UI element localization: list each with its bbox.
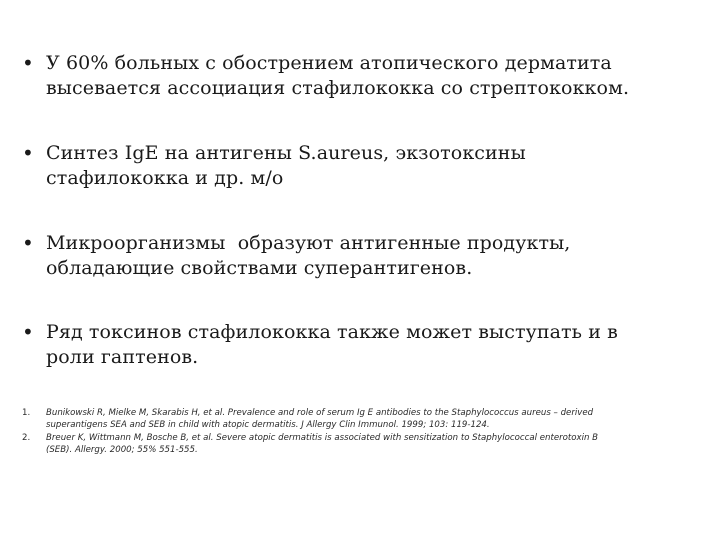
bullet-item: [22, 320, 702, 370]
bullet-marker: •: [22, 231, 34, 255]
bullet-item: [22, 51, 702, 101]
bullet-line: Синтез IgE на антигены S.aureus, экзотоксины: [46, 142, 526, 164]
reference-line: Bunikowski R, Mielke M, Skarabis H, et al. Prevalence and role of serum Ig E antibodies to the Staphylococcus aureus – derived: [46, 408, 594, 418]
bullet-line: обладающие свойствами суперантигенов.: [46, 257, 473, 279]
reference-text: [46, 432, 702, 456]
bullet-marker: •: [22, 320, 34, 344]
bullet-line: Ряд токсинов стафилококка также может выступать и в: [46, 321, 618, 343]
bullet-item: [22, 231, 702, 281]
bullet-text: [46, 320, 618, 370]
reference-line: (SEB). Allergy. 2000; 55% 551-555.: [46, 445, 198, 455]
bullet-line: Микроорганизмы образуют антигенные продукты,: [46, 232, 571, 254]
bullet-marker: •: [22, 141, 34, 165]
bullet-text: [46, 141, 526, 191]
reference-item: [22, 407, 702, 431]
bullet-text: [46, 231, 570, 281]
bullet-line: У 60% больных с обострением атопического дерматита: [46, 52, 612, 74]
bullet-line: стафилококка и др. м/о: [46, 167, 284, 189]
reference-text: [46, 407, 702, 431]
reference-item: [22, 432, 702, 456]
bullet-item: [22, 141, 702, 191]
reference-line: superantigens SEA and SEB in child with atopic dermatitis. J Allergy Clin Immunol. 1999; 103: 119-124.: [46, 420, 490, 430]
reference-number: 1.: [22, 408, 31, 418]
reference-number: 2.: [22, 433, 31, 443]
reference-line: Breuer K, Wittmann M, Bosche B, et al. Severe atopic dermatitis is associated with sensitization to Staphylococcal enterotoxin B: [46, 433, 599, 443]
bullet-line: высевается ассоциация стафилококка со стрептококком.: [46, 77, 630, 99]
bullet-text: [46, 51, 629, 101]
references-list: [22, 407, 702, 457]
bullet-marker: •: [22, 51, 34, 75]
bullet-line: роли гаптенов.: [46, 346, 199, 368]
